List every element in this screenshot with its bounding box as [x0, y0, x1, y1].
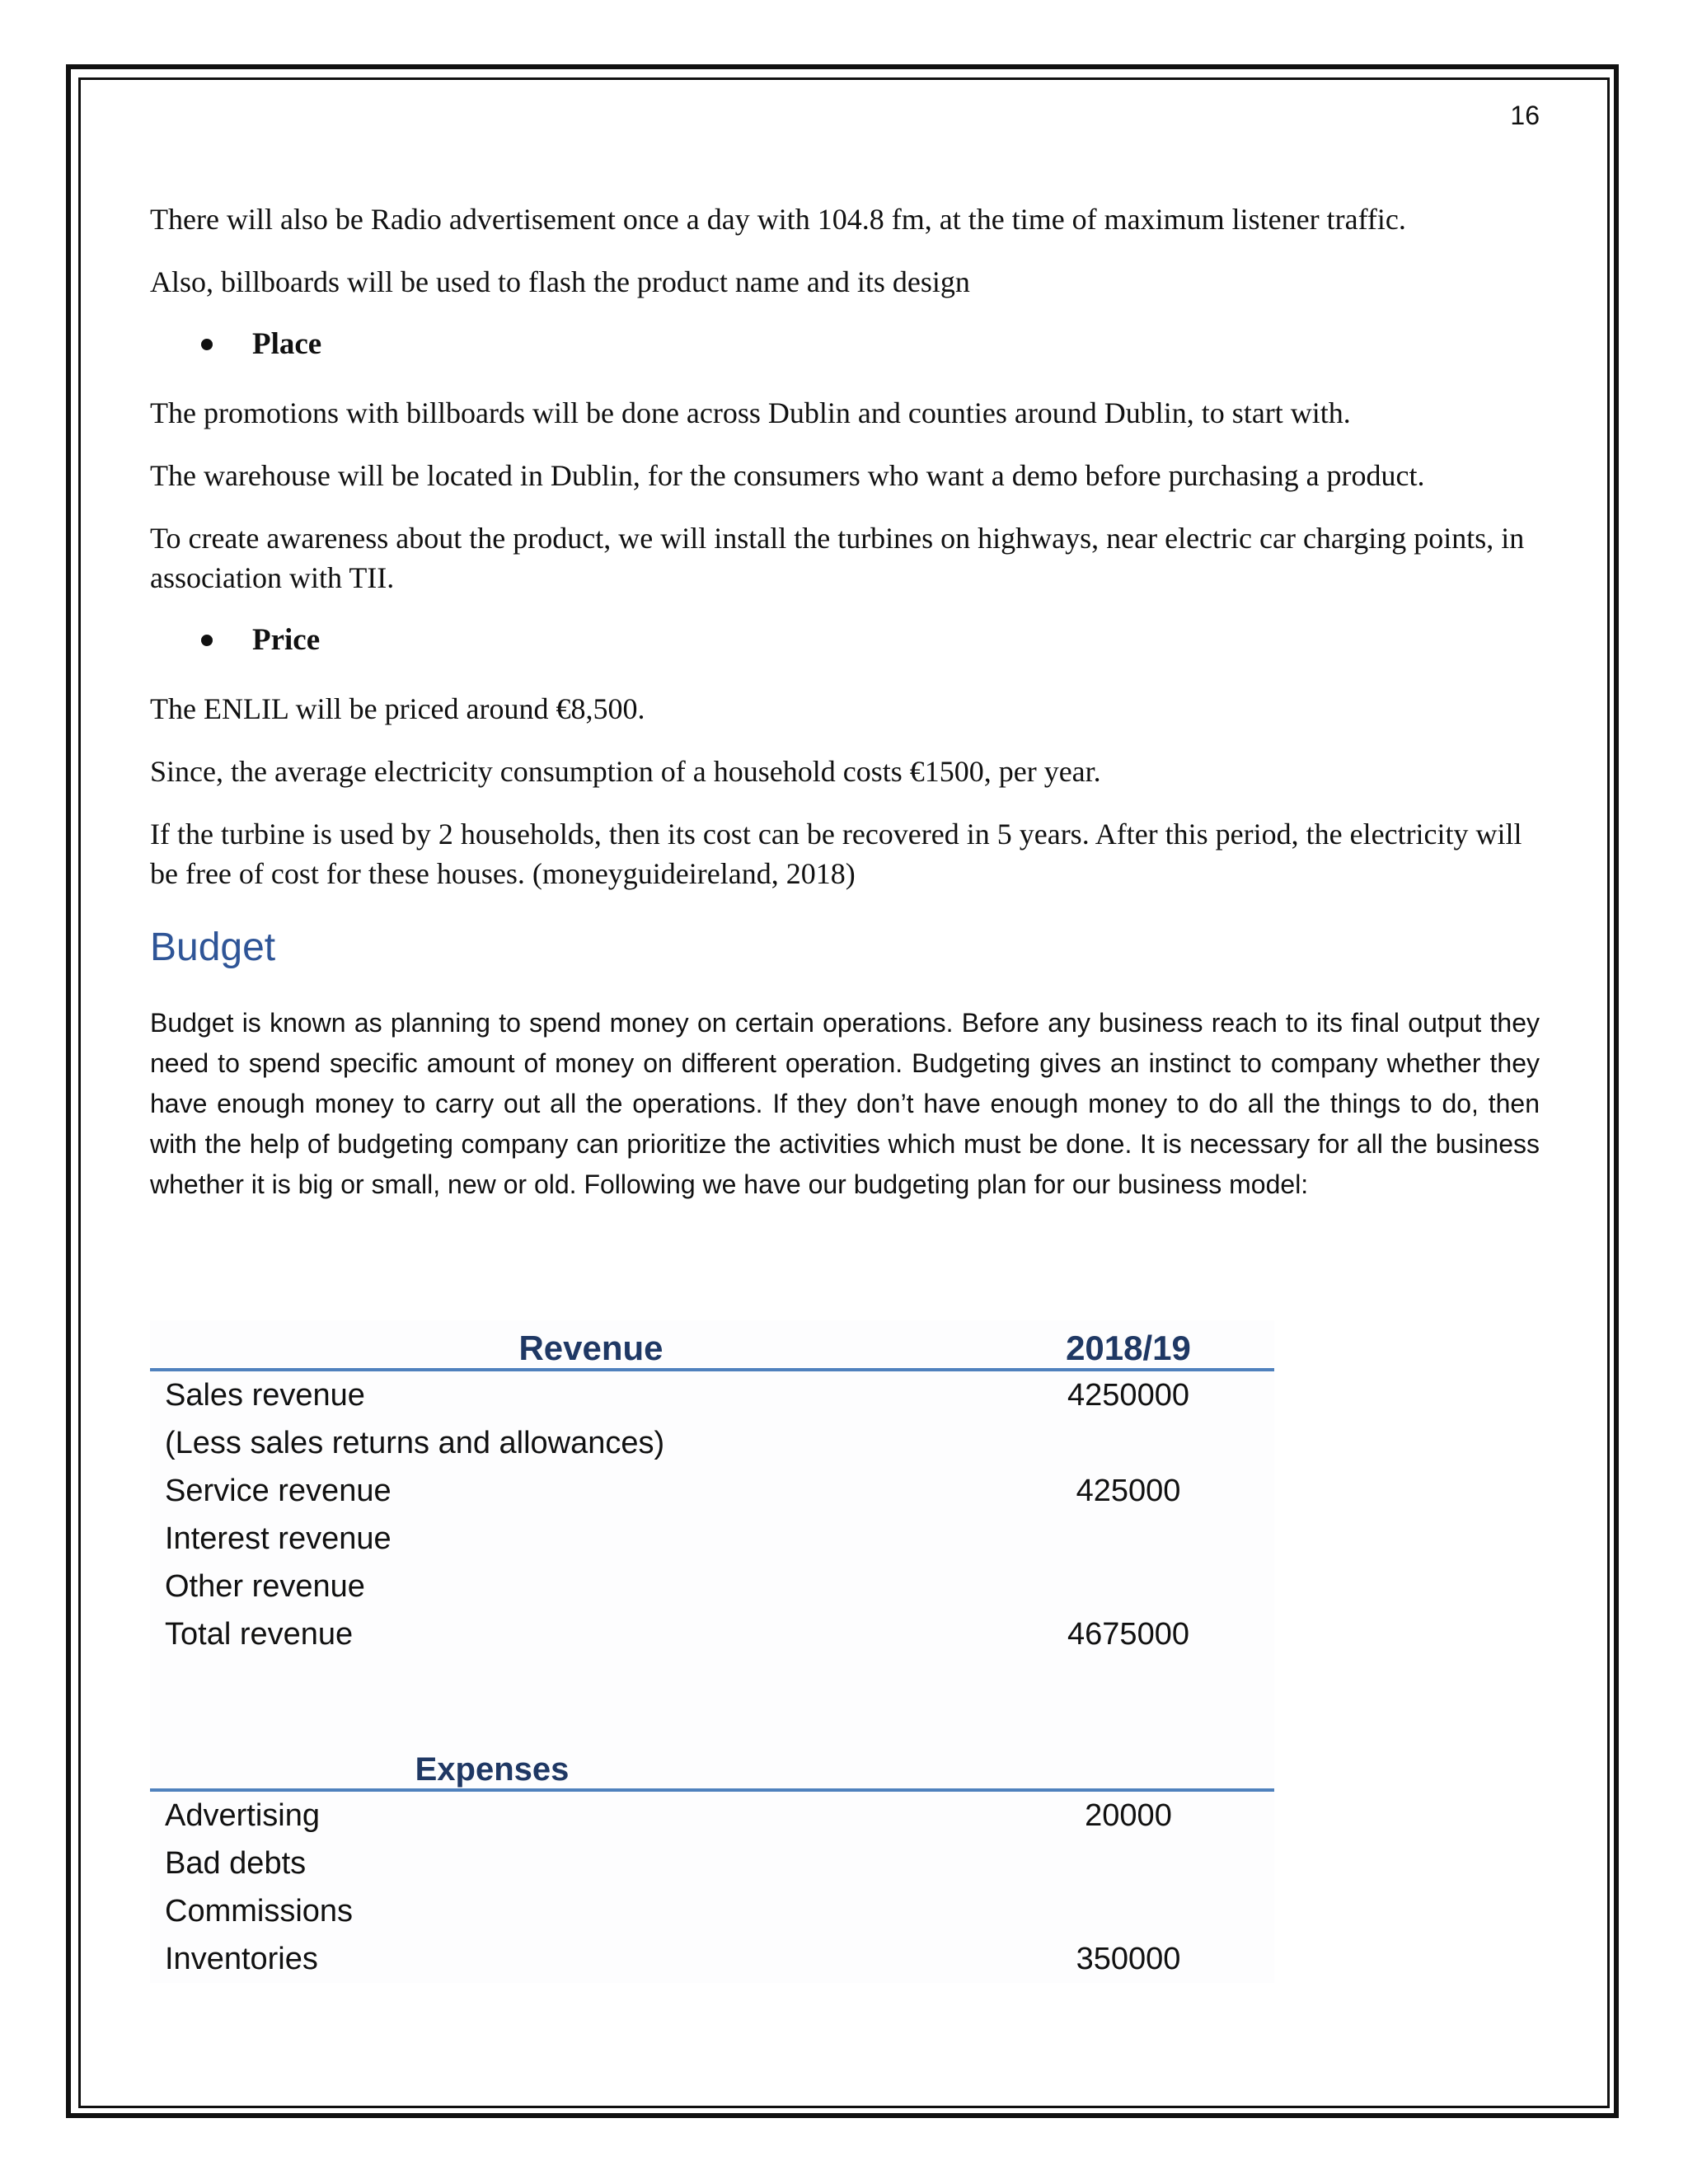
revenue-header-year: 2018/19 — [1066, 1329, 1191, 1367]
paragraph: The promotions with billboards will be done across Dublin and counties around Dublin, to start with. — [150, 396, 1351, 429]
bullet-price — [201, 622, 1540, 658]
paragraph: To create awareness about the product, we will install the turbines on highways, near electric car charging points, in association with TII. — [150, 522, 1525, 594]
revenue-table-header — [150, 1320, 1274, 1371]
row-value: 4250000 — [1067, 1377, 1189, 1413]
row-label: Interest revenue — [165, 1521, 392, 1556]
row-value: 20000 — [1085, 1797, 1172, 1833]
paragraph: The ENLIL will be priced around €8,500. — [150, 692, 645, 725]
table-row — [150, 1419, 1274, 1467]
bullet-place — [201, 326, 1540, 362]
table-row — [150, 1935, 1274, 1983]
table-row — [150, 1563, 1274, 1610]
page-number: 16 — [1510, 101, 1540, 130]
table-row — [150, 1792, 1274, 1840]
row-value: 350000 — [1076, 1941, 1181, 1976]
row-value: 4675000 — [1067, 1616, 1189, 1652]
table-row — [150, 1610, 1274, 1658]
revenue-header-label: Revenue — [518, 1329, 663, 1367]
paragraph: Also, billboards will be used to flash the product name and its design — [150, 265, 970, 298]
row-label: Service revenue — [165, 1473, 392, 1508]
row-value: 425000 — [1076, 1473, 1181, 1508]
row-label: Total revenue — [165, 1616, 354, 1652]
paragraph: Since, the average electricity consumption of a household costs €1500, per year. — [150, 755, 1101, 788]
document-body — [150, 199, 1540, 1244]
expenses-table-header — [150, 1741, 1274, 1792]
row-label: Advertising — [165, 1797, 320, 1833]
paragraph: The warehouse will be located in Dublin, for the consumers who want a demo before purchasing a product. — [150, 459, 1425, 492]
section-heading-budget: Budget — [150, 926, 276, 969]
table-row — [150, 1887, 1274, 1935]
row-label: Bad debts — [165, 1845, 307, 1881]
row-label: Sales revenue — [165, 1377, 365, 1413]
paragraph: There will also be Radio advertisement once a day with 104.8 fm, at the time of maximum listener traffic. — [150, 203, 1406, 236]
table-row — [150, 1840, 1274, 1887]
table-row — [150, 1371, 1274, 1419]
row-label: Inventories — [165, 1941, 318, 1976]
table-row — [150, 1467, 1274, 1515]
table-spacer — [150, 1658, 1274, 1741]
row-label: (Less sales returns and allowances) — [165, 1425, 665, 1460]
bullet-label: Price — [252, 623, 321, 657]
bullet-dot-icon — [201, 339, 213, 350]
bullet-label: Place — [252, 327, 322, 361]
table-row — [150, 1515, 1274, 1563]
paragraph: If the turbine is used by 2 households, then its cost can be recovered in 5 years. After this period, the electricity will be free of cost for these houses. (moneyguideireland, 2018) — [150, 818, 1522, 890]
bullet-dot-icon — [201, 635, 213, 646]
expenses-header-label: Expenses — [415, 1751, 570, 1788]
row-label: Other revenue — [165, 1568, 365, 1604]
row-label: Commissions — [165, 1893, 354, 1929]
budget-paragraph: Budget is known as planning to spend money on certain operations. Before any business reach to its final output they need to spend specific amount of money on different operation. Budgeting gives an instinct to company whether they have enough money to carry out all the operations. If they don’t have enough money to do all the things to do, then with the help of budgeting company can prioritize the activities which must be done. It is necessary for all the business whether it is big or small, new or old. Following we have our budgeting plan for our business model: — [150, 1008, 1540, 1199]
budget-table — [150, 1320, 1274, 1983]
